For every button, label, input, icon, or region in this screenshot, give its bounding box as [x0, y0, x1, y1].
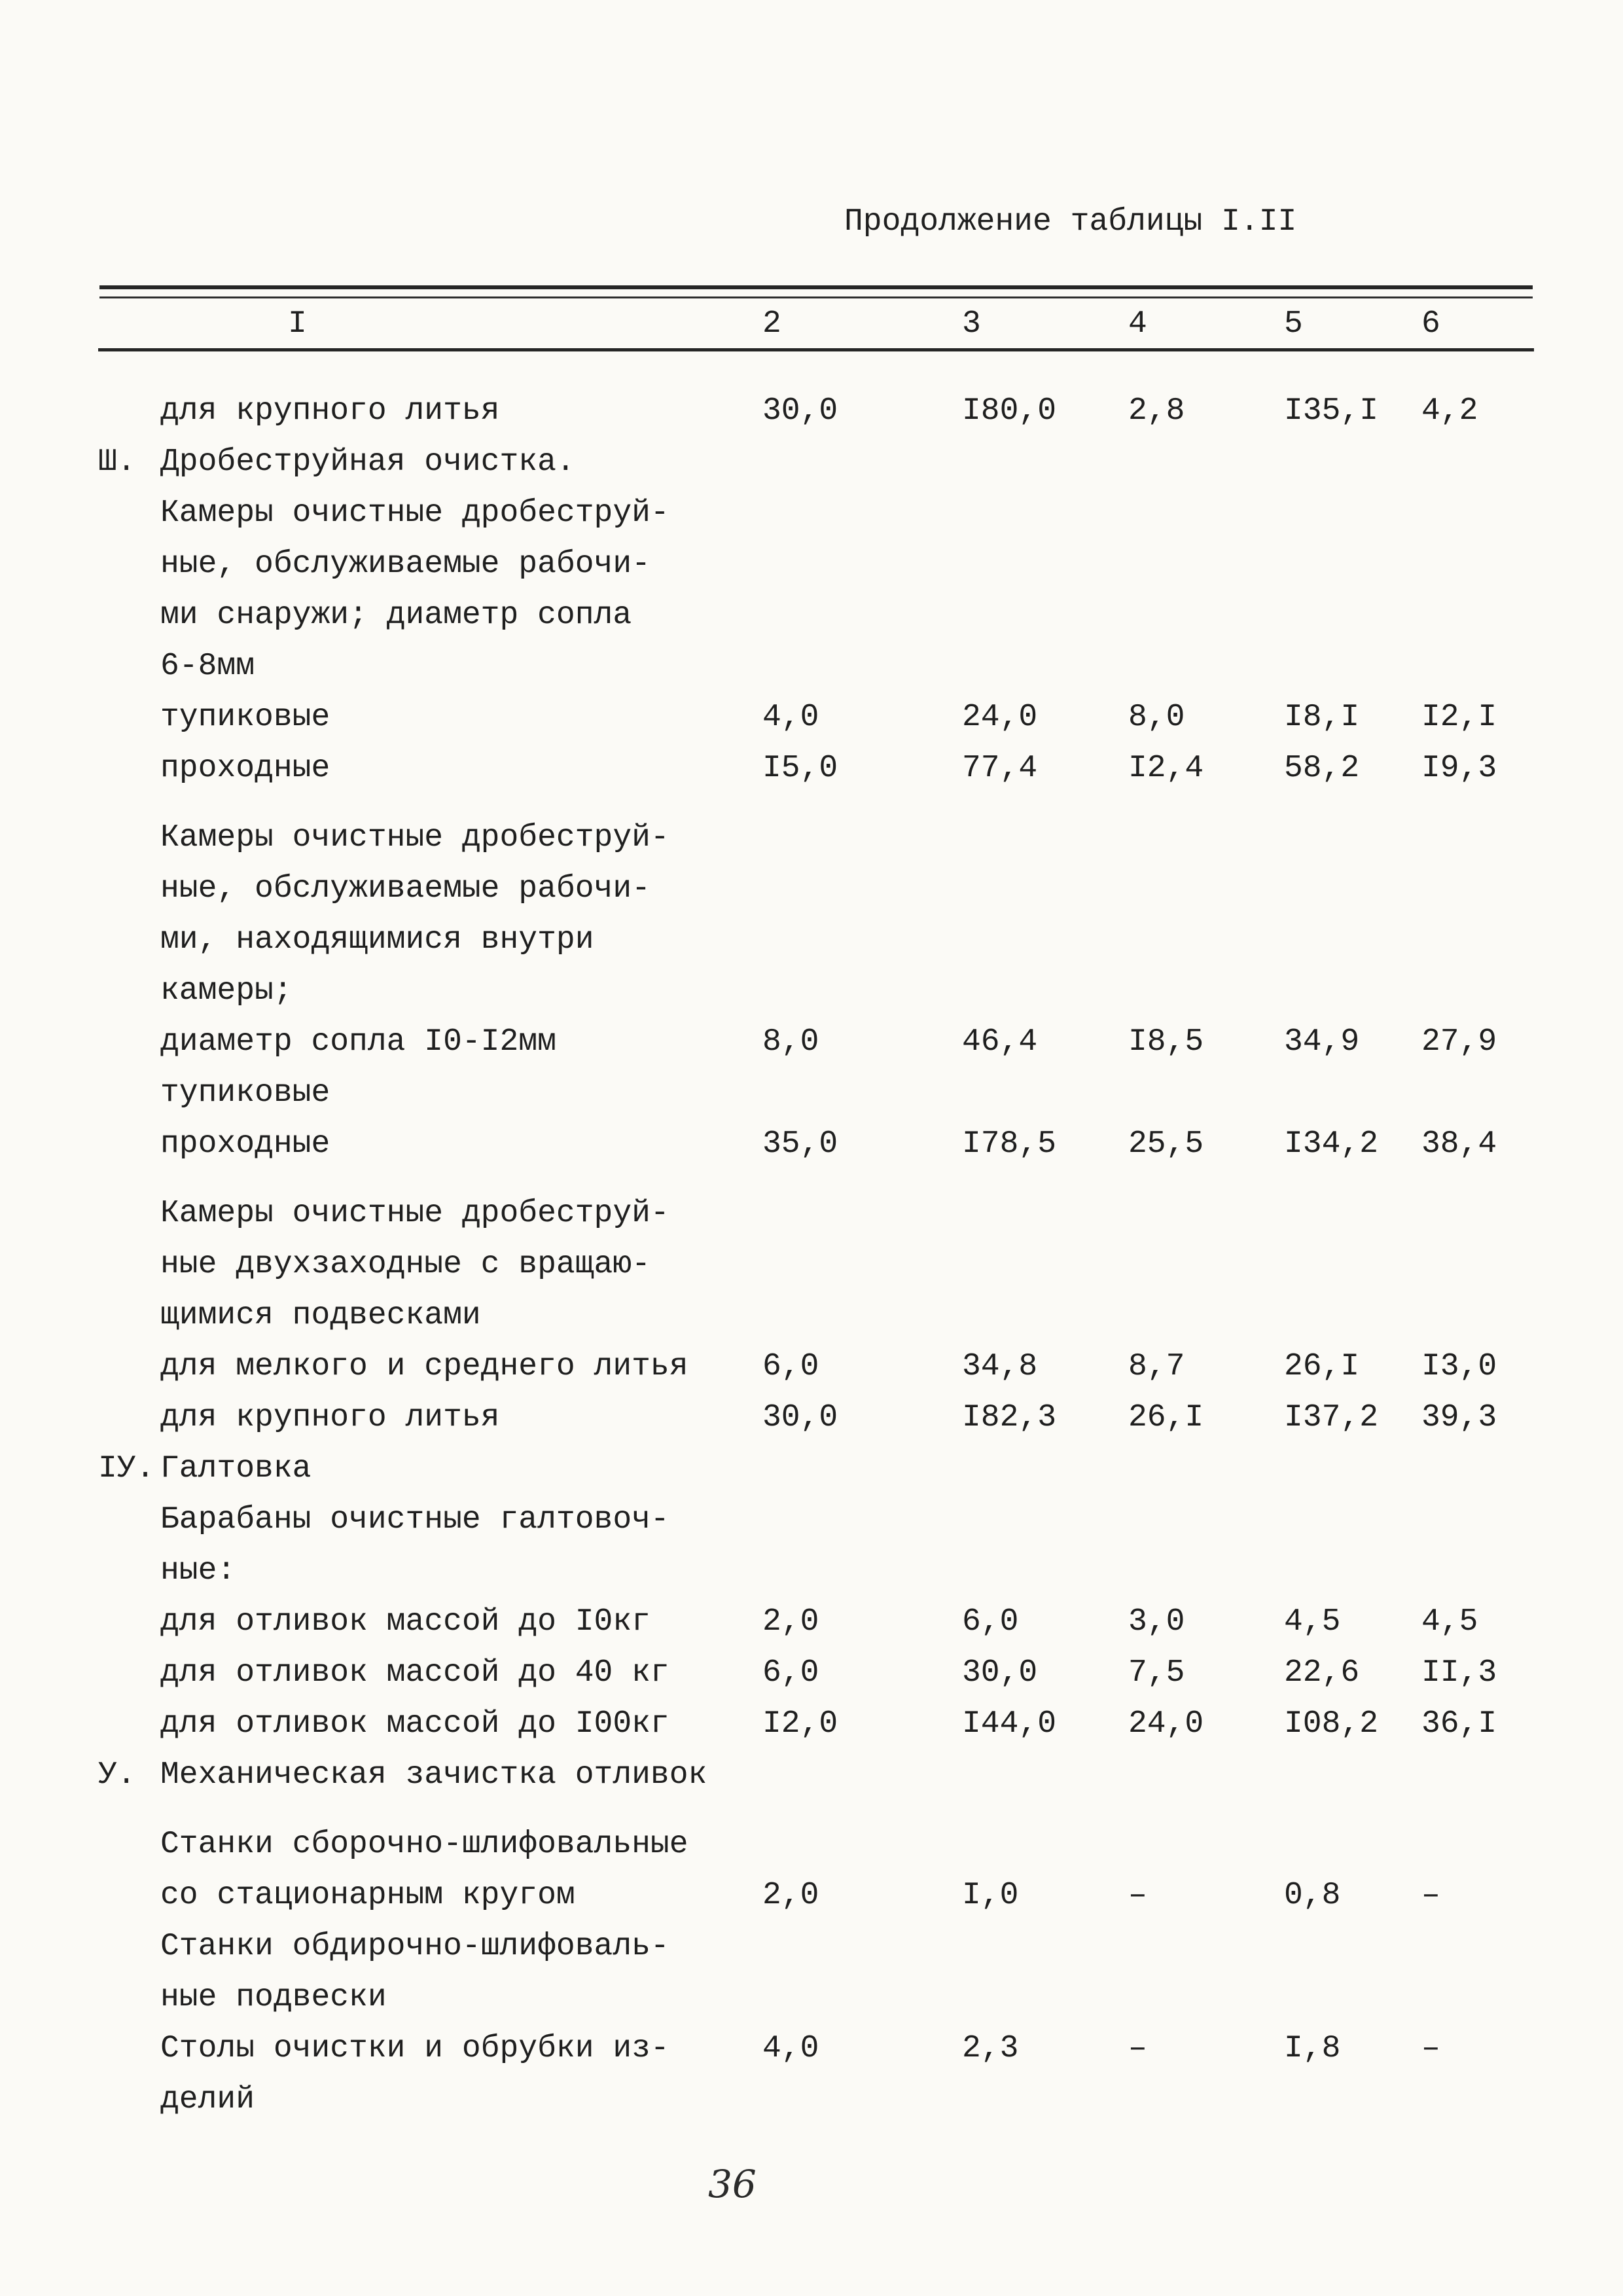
- cell-col-6: 39,3: [1421, 1400, 1497, 1435]
- table-row: [0, 812, 1623, 1016]
- label-line: 6-8мм: [160, 649, 255, 684]
- table-row: [0, 1341, 1623, 1392]
- row-label: [160, 1647, 762, 1698]
- label-line: ми снаружи; диаметр сопла: [160, 598, 632, 633]
- column-header-5: 5: [1284, 306, 1303, 342]
- cell-col-4: I8,5: [1128, 1024, 1204, 1060]
- table-row: [0, 1016, 1623, 1119]
- cell-col-6: 27,9: [1421, 1024, 1497, 1060]
- cell-col-3: 30,0: [962, 1655, 1038, 1691]
- label-line: Станки обдирочно-шлифоваль-: [160, 1929, 669, 1964]
- page-number: 36: [708, 2162, 757, 2206]
- label-line: ные, обслуживаемые рабочи-: [160, 547, 651, 582]
- label-line: для отливок массой до I0кг: [160, 1604, 651, 1640]
- cell-col-2: 8,0: [762, 1024, 819, 1060]
- label-line: щимися подвесками: [160, 1298, 481, 1333]
- cell-col-3: 2,3: [962, 2031, 1019, 2066]
- cell-col-3: I82,3: [962, 1400, 1057, 1435]
- row-label: [160, 1921, 762, 2023]
- cell-col-2: 6,0: [762, 1349, 819, 1384]
- table-row: [0, 1119, 1623, 1170]
- label-line: Станки сборочно-шлифовальные: [160, 1827, 688, 1862]
- table-continuation-title: Продолжение таблицы I.II: [844, 204, 1297, 240]
- cell-col-6: I3,0: [1421, 1349, 1497, 1384]
- column-header-4: 4: [1128, 306, 1147, 342]
- label-line: Столы очистки и обрубки из-: [160, 2031, 669, 2066]
- cell-col-5: 22,6: [1284, 1655, 1360, 1691]
- cell-col-5: 34,9: [1284, 1024, 1360, 1060]
- cell-col-4: 26,I: [1128, 1400, 1204, 1435]
- cell-col-5: 0,8: [1284, 1878, 1341, 1913]
- cell-col-3: 24,0: [962, 700, 1038, 735]
- table-row: [0, 1443, 1623, 1596]
- cell-col-4: 8,0: [1128, 700, 1185, 735]
- cell-col-2: 30,0: [762, 1400, 838, 1435]
- table-row: [0, 743, 1623, 794]
- table-row: [0, 1392, 1623, 1443]
- label-line: Дробеструйная очистка.: [160, 444, 575, 480]
- row-label: [160, 1119, 762, 1170]
- cell-col-5: 26,I: [1284, 1349, 1360, 1384]
- cell-col-5: I34,2: [1284, 1126, 1379, 1162]
- section-number: У.: [98, 1757, 136, 1793]
- cell-col-3: I80,0: [962, 393, 1057, 429]
- cell-col-5: I,8: [1284, 2031, 1341, 2066]
- row-label: [160, 692, 762, 743]
- table-row: [0, 1188, 1623, 1341]
- label-line: Камеры очистные дробеструй-: [160, 495, 669, 531]
- table-row: [0, 1819, 1623, 1921]
- cell-col-4: 8,7: [1128, 1349, 1185, 1384]
- label-line: для отливок массой до 40 кг: [160, 1655, 669, 1691]
- cell-col-6: II,3: [1421, 1655, 1497, 1691]
- label-line: тупиковые: [160, 700, 330, 735]
- label-line: камеры;: [160, 973, 293, 1009]
- cell-col-2: 2,0: [762, 1878, 819, 1913]
- table-header-rule: [98, 348, 1534, 351]
- cell-col-3: I44,0: [962, 1706, 1057, 1742]
- label-line: Барабаны очистные галтовоч-: [160, 1502, 669, 1537]
- row-label: [160, 1392, 762, 1443]
- row-label: [160, 1188, 762, 1341]
- row-label: [160, 1596, 762, 1647]
- table-row: [0, 437, 1623, 692]
- row-label: [160, 812, 762, 1016]
- cell-col-2: 35,0: [762, 1126, 838, 1162]
- table-row: [0, 1749, 1623, 1801]
- label-line: для крупного литья: [160, 393, 500, 429]
- cell-col-6: 38,4: [1421, 1126, 1497, 1162]
- cell-col-3: I78,5: [962, 1126, 1057, 1162]
- cell-col-4: 7,5: [1128, 1655, 1185, 1691]
- cell-col-2: 6,0: [762, 1655, 819, 1691]
- cell-col-5: I37,2: [1284, 1400, 1379, 1435]
- row-label: [160, 1819, 762, 1921]
- table-row: [0, 1596, 1623, 1647]
- cell-col-2: 4,0: [762, 700, 819, 735]
- row-label: [160, 437, 762, 692]
- cell-col-5: 58,2: [1284, 751, 1360, 786]
- cell-col-3: I,0: [962, 1878, 1019, 1913]
- label-line: диаметр сопла I0-I2мм: [160, 1024, 556, 1060]
- cell-col-3: 46,4: [962, 1024, 1038, 1060]
- row-label: [160, 1341, 762, 1392]
- section-number: IУ.: [98, 1451, 155, 1486]
- table-row: [0, 2023, 1623, 2125]
- cell-col-5: 4,5: [1284, 1604, 1341, 1640]
- cell-col-5: I8,I: [1284, 700, 1360, 735]
- cell-col-6: 4,2: [1421, 393, 1478, 429]
- label-line: Галтовка: [160, 1451, 312, 1486]
- cell-col-2: 30,0: [762, 393, 838, 429]
- label-line: делий: [160, 2082, 255, 2117]
- label-line: ные подвески: [160, 1980, 387, 2015]
- table-row: [0, 386, 1623, 437]
- cell-col-4: 2,8: [1128, 393, 1185, 429]
- label-line: для крупного литья: [160, 1400, 500, 1435]
- column-header-2: 2: [762, 306, 781, 342]
- row-label: [160, 1016, 762, 1119]
- column-header-1: I: [288, 306, 307, 342]
- cell-col-5: I35,I: [1284, 393, 1379, 429]
- table-top-double-rule: [99, 285, 1533, 298]
- cell-col-6: I2,I: [1421, 700, 1497, 735]
- cell-col-4: 3,0: [1128, 1604, 1185, 1640]
- table-row: [0, 692, 1623, 743]
- row-label: [160, 1749, 762, 1801]
- cell-col-6: 4,5: [1421, 1604, 1478, 1640]
- cell-col-3: 77,4: [962, 751, 1038, 786]
- cell-col-6: –: [1421, 1878, 1440, 1913]
- cell-col-2: I5,0: [762, 751, 838, 786]
- label-line: тупиковые: [160, 1075, 330, 1111]
- cell-col-4: –: [1128, 2031, 1147, 2066]
- label-line: ные двухзаходные с вращаю-: [160, 1247, 651, 1282]
- label-line: Механическая зачистка отливок: [160, 1757, 707, 1793]
- cell-col-6: 36,I: [1421, 1706, 1497, 1742]
- cell-col-2: 4,0: [762, 2031, 819, 2066]
- cell-col-6: –: [1421, 2031, 1440, 2066]
- cell-col-2: I2,0: [762, 1706, 838, 1742]
- label-line: ные, обслуживаемые рабочи-: [160, 871, 651, 906]
- cell-col-3: 6,0: [962, 1604, 1019, 1640]
- row-label: [160, 1443, 762, 1596]
- cell-col-4: –: [1128, 1878, 1147, 1913]
- cell-col-4: 24,0: [1128, 1706, 1204, 1742]
- row-label: [160, 2023, 762, 2125]
- table-body: [0, 386, 1623, 2125]
- label-line: проходные: [160, 1126, 330, 1162]
- row-label: [160, 386, 762, 437]
- label-line: со стационарным кругом: [160, 1878, 575, 1913]
- row-label: [160, 1698, 762, 1749]
- column-header-6: 6: [1421, 306, 1440, 342]
- table-row: [0, 1698, 1623, 1749]
- column-header-3: 3: [962, 306, 981, 342]
- label-line: для мелкого и среднего литья: [160, 1349, 688, 1384]
- table-row: [0, 1921, 1623, 2023]
- label-line: ные:: [160, 1553, 236, 1588]
- cell-col-4: I2,4: [1128, 751, 1204, 786]
- section-number: Ш.: [98, 444, 136, 480]
- row-label: [160, 743, 762, 794]
- label-line: Камеры очистные дробеструй-: [160, 820, 669, 855]
- cell-col-6: I9,3: [1421, 751, 1497, 786]
- cell-col-2: 2,0: [762, 1604, 819, 1640]
- table-row: [0, 1647, 1623, 1698]
- cell-col-3: 34,8: [962, 1349, 1038, 1384]
- cell-col-4: 25,5: [1128, 1126, 1204, 1162]
- label-line: для отливок массой до I00кг: [160, 1706, 669, 1742]
- cell-col-5: I08,2: [1284, 1706, 1379, 1742]
- table-header-row: [0, 301, 1623, 347]
- label-line: проходные: [160, 751, 330, 786]
- label-line: ми, находящимися внутри: [160, 922, 594, 958]
- label-line: Камеры очистные дробеструй-: [160, 1196, 669, 1231]
